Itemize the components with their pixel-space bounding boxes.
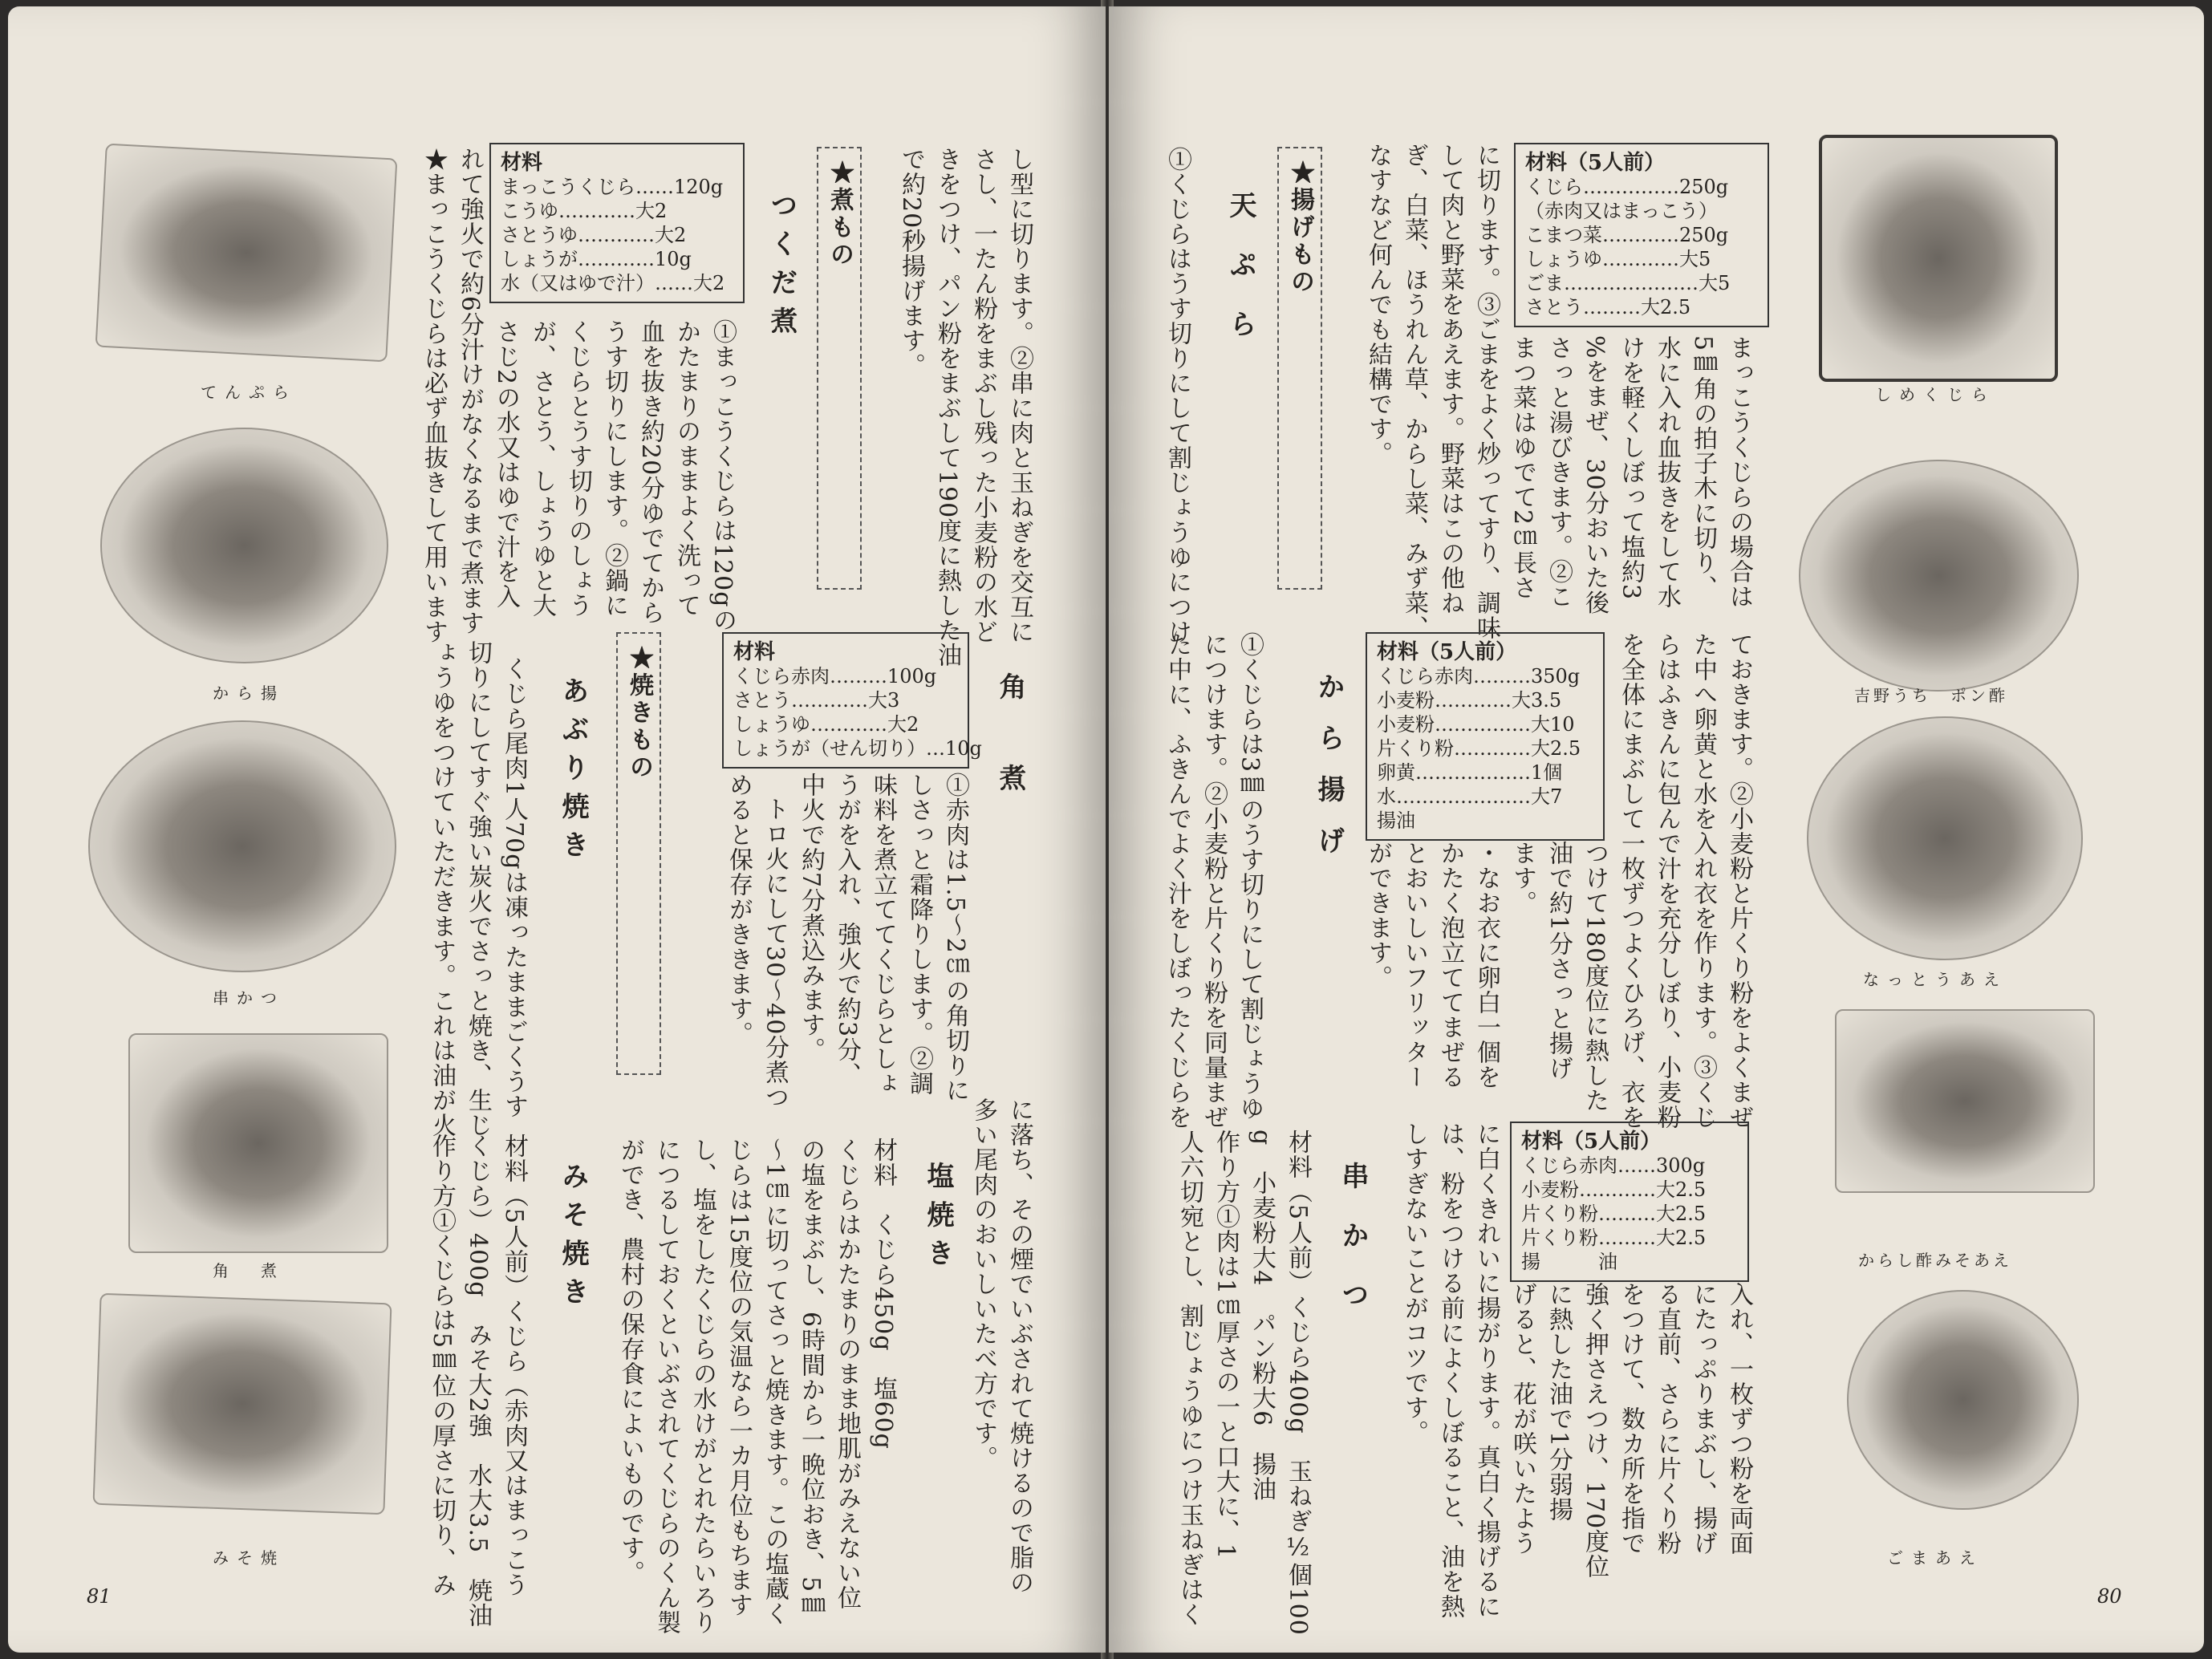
karaage-body: につけます。②小麦粉と片くり粉を同量まぜ: [1199, 632, 1228, 1130]
karaage-body: た中に、ふきんでよく汁をしぼったくじらを: [1163, 632, 1191, 1130]
kushikatsu-body: 人六切宛とし、割じょうゆにつけ玉ねぎはく: [1175, 1130, 1203, 1627]
karaage-body: げると、花が咲いたよう: [1508, 1282, 1536, 1556]
tsukudani-body: ①まっこうくじらは120gの: [708, 319, 737, 633]
shioyaki-body: ～1㎝に切ってさっと焼きます。この塩蔵く: [761, 1138, 789, 1627]
tenpura-body: ておきます。②小麦粉と片くり粉をよくまぜ: [1725, 632, 1753, 1130]
shioyaki-body: の塩をまぶし、6時間から一晩位おき、5㎜: [797, 1138, 825, 1618]
tenpura-body: た中へ卵黄と水を入れ衣を作ります。③くじ: [1689, 632, 1717, 1130]
aburiyaki-body: くじら尾肉1人70gは凍ったままごくうす: [500, 656, 528, 1119]
kushikatsu-body: g 小麦粉大4 パン粉大6 揚油: [1248, 1130, 1276, 1502]
tenpura-body: ができます。: [1364, 841, 1392, 990]
gomaae-body: 水に入れ血抜きをして水: [1653, 335, 1681, 609]
shioyaki-body: くじらはかたまりのまま地肌がみえない位: [833, 1138, 861, 1610]
tenpura-body: かたく泡立ててまぜる: [1436, 841, 1464, 1089]
caption-gomaae: ごまあえ: [1887, 1548, 1983, 1568]
tenpura-body: つけて180度位に熱した: [1581, 841, 1609, 1113]
karaage-body: しすぎないことがコツです。: [1400, 1122, 1428, 1445]
tenpura-body: ①くじらはうす切りにして割じょうゆにつけ: [1163, 147, 1191, 644]
photo-karashi-sumiso-ae: [1835, 1009, 2095, 1193]
caption-kakuni: 角 煮: [213, 1261, 285, 1280]
heading-aburiyaki: あぶり焼き: [557, 676, 589, 869]
tenpura-body: ます。: [1508, 841, 1536, 915]
shioyaki-body: につるしておくといぶされてくじらのくん製: [652, 1138, 680, 1635]
photo-shimekujira: [1819, 135, 2058, 382]
text-continued-line: に落ち、その煙でいぶされて焼けるので脂の: [1005, 1097, 1033, 1595]
shioyaki-body: 材料 くじら450g 塩60g: [869, 1138, 897, 1450]
misoyaki-body: 作り方①くじらは5㎜位の厚さに切り、み: [428, 1134, 456, 1598]
gomaae-body: 5㎜角の拍子木に切り、: [1689, 335, 1717, 601]
heading-tsukudani: つくだ煮: [765, 191, 798, 345]
tenpura-body: を全体にまぶして一枚ずつよくひろげ、衣を: [1617, 632, 1645, 1130]
tsukudani-body: れて強火で約6分汁けがなくなるまで煮ます: [456, 147, 484, 636]
caption-nattou-ae: なっとうあえ: [1863, 970, 2007, 989]
caption-shimekujira: しめくじら: [1875, 385, 1995, 404]
kakuni-body: トロ火にして30～40分煮つ: [761, 797, 789, 1110]
left-page: [8, 6, 1106, 1653]
photo-kakuni: [128, 1033, 388, 1253]
ingredients-box-tsukudani: 材料 まっこうくじら……120g こうゆ…………大2 さとうゆ…………大2 しょうが…………10g 水（又はゆで汁）……大2: [489, 143, 745, 303]
caption-tenpura: てんぷら: [201, 383, 297, 402]
kushikatsu-body: 材料（5人前）くじら400g 玉ねぎ½個100: [1284, 1130, 1312, 1636]
karaage-body: 入れ、一枚ずつ粉を両面: [1725, 1282, 1753, 1556]
kushikatsu-body: 作り方①肉は1㎝厚さの一と口大に、1: [1212, 1130, 1240, 1560]
gomaae-body: けを軽くしぼって塩約3: [1617, 335, 1645, 601]
tsukudani-body: が、さとう、しょうゆと大: [528, 319, 556, 618]
caption-kushikatsu: 串かつ: [213, 988, 285, 1008]
right-page: [1109, 6, 2204, 1653]
text-continued-line: さし、一たん粉をまぶし残った小麦粉の水ど: [969, 147, 997, 644]
tenpura-body: 油で約1分さっと揚げ: [1544, 841, 1573, 1081]
text-continued-line: で約20秒揚げます。: [897, 147, 925, 379]
page-number: 81: [87, 1585, 112, 1608]
shioyaki-body: ができ、農村の保存食によいものです。: [616, 1138, 644, 1585]
heading-karaage: から揚げ: [1313, 672, 1345, 878]
kakuni-body: しさっと霜降りします。②調: [905, 773, 933, 1096]
photo-kushikatsu: [88, 720, 396, 972]
category-nimono: ★煮もの: [817, 147, 862, 590]
gomaae-body: まっこうくじらの場合は: [1725, 335, 1753, 609]
kakuni-body: 中火で約7分煮込みます。: [797, 773, 825, 1063]
photo-tenpura: [95, 144, 398, 363]
ingredients-box-tenpura: 材料（5人前） くじら赤肉………350g 小麦粉…………大3.5 小麦粉……………大10 片くり粉…………大2.5 卵黄………………1個 水…………………大7 揚油: [1366, 632, 1605, 841]
misoyaki-body: 材料（5人前）くじら（赤肉又はまっこう: [500, 1134, 528, 1598]
tsukudani-body: 血を抜き約20分ゆでてから: [636, 319, 664, 626]
photo-nattou-ae: [1807, 716, 2083, 960]
heading-shioyaki: 塩焼き: [922, 1162, 954, 1277]
gomaae-body: まつ菜はゆでて2㎝長さ: [1508, 335, 1536, 601]
caption-karashi-sumiso-ae: からし酢みそあえ: [1858, 1251, 2012, 1270]
tsukudani-body: ★まっこうくじらは必ず血抜きして用います: [420, 147, 448, 644]
tenpura-body: らはふきんに包んで汁を充分しぼり、小麦粉: [1653, 632, 1681, 1130]
heading-kushikatsu: 串かつ: [1337, 1162, 1369, 1340]
photo-yoshino-ponzu: [1799, 460, 2079, 692]
shioyaki-body: じらは15度位の気温なら一カ月位もちます: [724, 1138, 753, 1618]
heading-tenpura: 天ぷら: [1224, 191, 1256, 369]
category-agemono: ★揚げもの: [1277, 147, 1322, 590]
category-yakimono: ★焼きもの: [616, 632, 661, 1075]
heading-misoyaki: みそ焼き: [557, 1162, 589, 1316]
tsukudani-body: うす切りにします。②鍋に: [600, 319, 628, 618]
karaage-body: に熱した油で1分弱揚: [1544, 1282, 1573, 1523]
shioyaki-body: し、塩をしたくじらの水けがとれたらいろり: [688, 1138, 716, 1635]
karaage-body: 強く押さえつけ、170度位: [1581, 1282, 1609, 1580]
page-number: 80: [2097, 1585, 2122, 1608]
karaage-body: る直前、さらに片くり粉: [1653, 1282, 1681, 1556]
gomaae-body: に切ります。③ごまをよく炒ってすり、調味: [1472, 143, 1500, 640]
ingredients-box-kakuni: 材料 くじら赤肉………100g さとう…………大3 しょうゆ…………大2 しょうが（せん切り）…10g: [722, 632, 969, 769]
tsukudani-body: さじ2の水又はゆで汁を入: [492, 319, 520, 610]
kakuni-body: うがを入れ、強火で約3分、: [833, 773, 861, 1088]
kakuni-body: 味料を煮立ててくじらとしょ: [869, 773, 897, 1096]
karaage-body: をつけて、数カ所を指で: [1617, 1282, 1645, 1556]
gomaae-body: ぎ、白菜、ほうれん草、からし菜、みず菜、: [1400, 143, 1428, 640]
ingredients-box-karaage: 材料（5人前） くじら赤肉……300g 小麦粉…………大2.5 片くり粉………大2.5 片くり粉………大2.5 揚 油: [1510, 1122, 1749, 1282]
gomaae-body: さっと湯びきます。②こ: [1544, 335, 1573, 609]
gomaae-body: して肉と野菜をあえます。野菜はこの他ね: [1436, 143, 1464, 615]
photo-karaage: [100, 428, 388, 663]
karaage-body: に白くきれいに揚がります。真白く揚げるに: [1472, 1122, 1500, 1619]
misoyaki-body: くじら）400g みそ大2強 水大3.5 焼油: [464, 1134, 492, 1629]
karaage-body: は、粉をつける前によくしぼること、油を熱: [1436, 1122, 1464, 1619]
caption-misoyaki: みそ焼: [213, 1548, 285, 1568]
photo-misoyaki: [93, 1293, 392, 1515]
caption-karaage: から揚: [213, 683, 285, 703]
gomaae-body: なすなど何んでも結構です。: [1364, 143, 1392, 466]
tenpura-body: とおいしいフリッター: [1400, 841, 1428, 1089]
karaage-body: ①くじらは3㎜のうす切りにして割じょうゆ: [1236, 632, 1264, 1122]
kakuni-body: ①赤肉は1.5～2㎝の角切りに: [941, 773, 969, 1103]
text-continued-line: きをつけ、パン粉をまぶして190度に熱した油: [933, 147, 961, 668]
photo-gomaae: [1847, 1290, 2079, 1510]
aburiyaki-body: ょうゆをつけていただきます。これは油が火: [428, 640, 456, 1138]
gomaae-body: %をまぜ、30分おいた後: [1581, 335, 1609, 615]
text-continued-line: 多い尾肉のおいしいたべ方です。: [969, 1097, 997, 1470]
tsukudani-body: かたまりのままよく洗って: [672, 319, 700, 618]
caption-yoshino-ponzu: 吉野うち ポン酢: [1854, 686, 2008, 705]
kakuni-body: めると保存がききます。: [724, 773, 753, 1046]
ingredients-box-gomaae: 材料（5人前） くじら……………250g （赤肉又はまっこう） こまつ菜…………250g しょうゆ…………大5 ごま…………………大5 さとう………大2.5: [1514, 143, 1769, 327]
heading-kakuni: 角煮: [994, 672, 1026, 855]
tsukudani-body: くじらとうす切りのしょう: [564, 319, 592, 618]
tenpura-body: ・なお衣に卵白一個を: [1472, 841, 1500, 1089]
karaage-body: にたっぷりまぶし、揚げ: [1689, 1282, 1717, 1556]
aburiyaki-body: 切りにしてすぐ強い炭火でさっと焼き、生じ: [464, 640, 492, 1138]
text-continued-line: し型に切ります。②串に肉と玉ねぎを交互に: [1005, 147, 1033, 644]
